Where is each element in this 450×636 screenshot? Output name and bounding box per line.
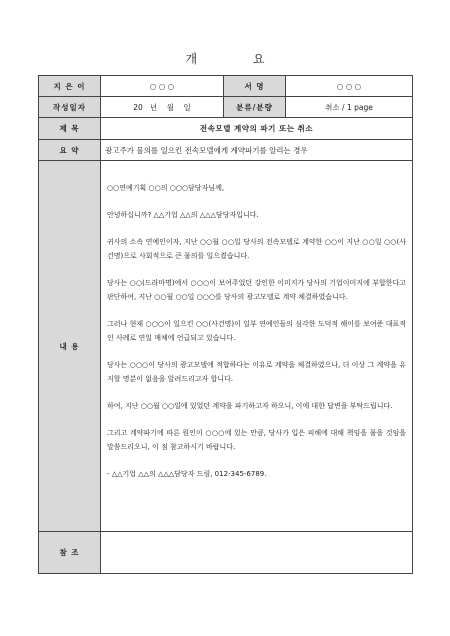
body-paragraph: 그리고 계약파기에 따른 원인이 ○○○에 있는 만큼, 당사가 입은 피해에 대해 책임을 물을 것임을 말씀드리오니, 이 점 참고하시기 바랍니다. [107,429,406,451]
author-row [39,76,413,97]
subject-value[interactable]: 전속모델 계약의 파기 또는 취소 [101,118,413,140]
reference-value[interactable] [101,532,413,574]
reference-label: 참 조 [39,532,101,574]
name-label: 서 명 [224,76,286,97]
name-value[interactable]: ○ ○ ○ [286,76,413,97]
body-paragraph: 당사는 ○○(드라마명)에서 ○○○이 보여주었던 강인한 이미지가 당사의 기업이미지에 부합한다고 판단하여, 지난 ○○월 ○○일 ○○○를 당사의 광고모델로 계약 체결하였습니다. [107,279,406,301]
body-paragraph: ○○연예기획 ○○의 ○○○담당자님께, [107,184,225,192]
category-label: 분류/분량 [224,97,286,118]
body-paragraph: 당사는 ○○○이 당사의 광고모델에 적합하다는 이유로 계약을 체결하였으나, 더 이상 그 계약을 유지할 명분이 없음을 알려드리고자 합니다. [107,361,406,383]
content-body[interactable] [101,161,413,532]
summary-row [39,140,413,161]
summary-label: 요 약 [39,140,101,161]
body-paragraph: - △△기업 △△의 △△△담당자 드림, 012-345-6789. [107,470,267,478]
summary-value[interactable]: 광고주가 물의를 일으킨 전속모델에게 계약파기를 알리는 경우 [101,140,413,161]
date-label: 작성일자 [39,97,101,118]
date-row [39,97,413,118]
body-paragraph: 하여, 지난 ○○월 ○○일에 있었던 계약을 파기하고자 하오니, 이에 대한 답변을 부탁드립니다. [107,402,393,410]
subject-label: 제 목 [39,118,101,140]
body-paragraph: 그러나 현재 ○○○이 일으킨 ○○(사건명)이 일부 연예인들의 심각한 도덕적 해이를 보여준 대표적인 사례로 연일 매체에 언급되고 있습니다. [107,320,406,342]
category-value[interactable]: 취소 / 1 page [286,97,413,118]
body-paragraph: 안녕하십니까? △△기업 △△의 △△△담당자입니다. [107,211,259,219]
content-row [39,161,413,532]
body-paragraph: 귀사의 소속 연예인이자, 지난 ○○월 ○○일 당사의 전속모델로 계약한 ○○이 지난 ○○일 ○○(사건명)으로 사회적으로 큰 물의를 일으켰습니다. [107,238,406,260]
author-value[interactable]: ○ ○ ○ [101,76,224,97]
date-value[interactable]: 20 년 월 일 [101,97,224,118]
reference-row [39,532,413,574]
document-title: 개 요 [185,52,291,66]
overview-form [38,75,413,574]
subject-row [39,118,413,140]
author-label: 지 은 이 [39,76,101,97]
content-label: 내 용 [39,161,101,532]
